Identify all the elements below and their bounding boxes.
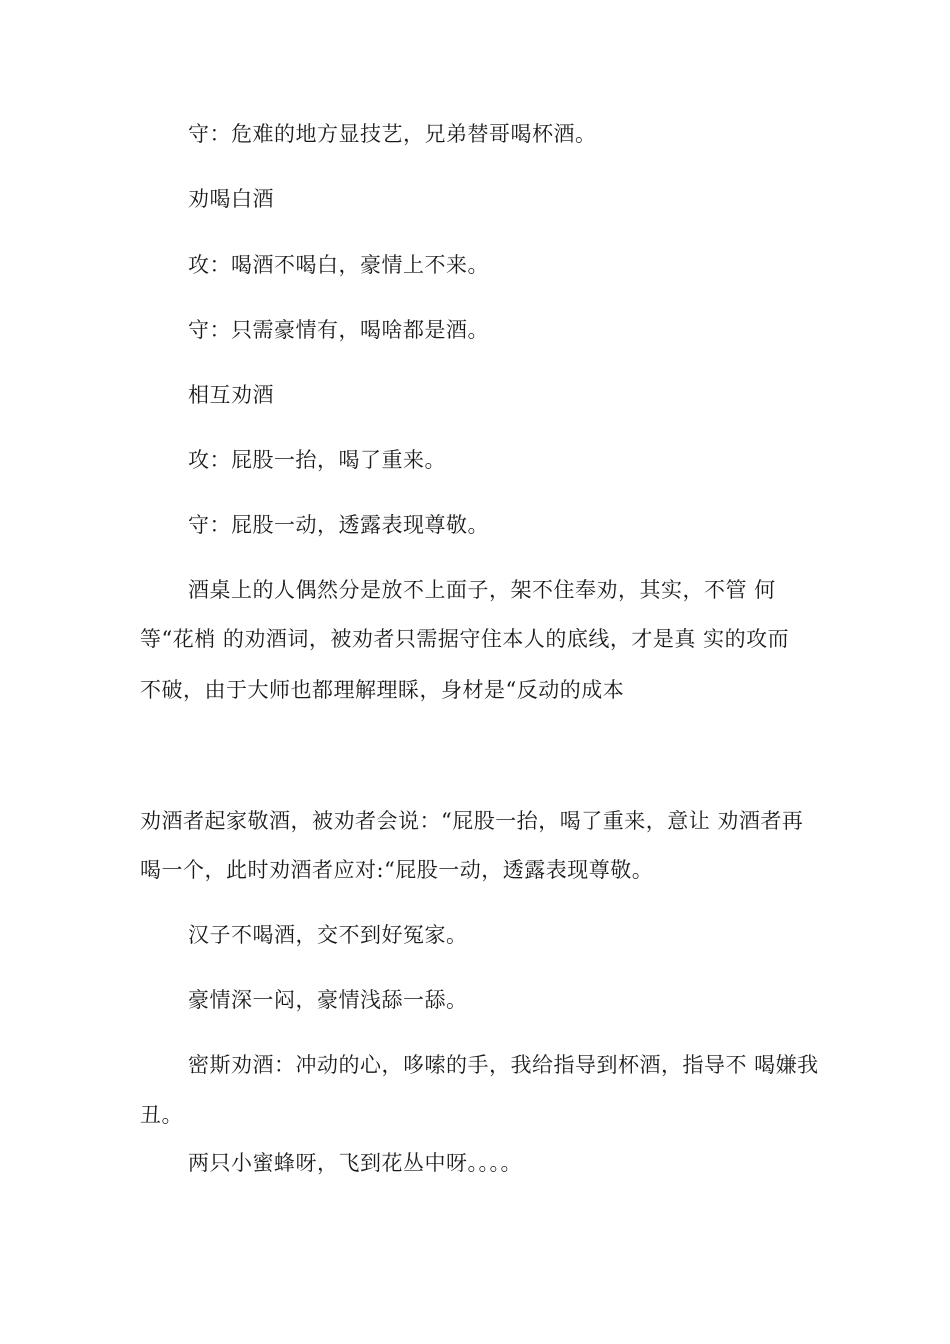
paragraph-line: 守：危难的地方显技艺，兄弟替哥喝杯酒。 [188, 122, 597, 146]
paragraph-line: 两只小蜜蜂呀，飞到花丛中呀。。。。 [188, 1151, 522, 1175]
paragraph-line: 攻：喝酒不喝白，豪情上不来。 [188, 253, 489, 277]
section-heading: 劝喝白酒 [188, 187, 274, 211]
section-heading: 相互劝酒 [188, 383, 274, 407]
paragraph-line: 等“花梢 的劝酒词，被劝者只需据守住本人的底线，才是真 实的攻而 [140, 627, 790, 651]
paragraph-line: 汉子不喝酒，交不到好冤家。 [188, 923, 468, 947]
paragraph-line: 豪情深一闷，豪情浅舔一舔。 [188, 988, 468, 1012]
paragraph-line: 酒桌上的人偶然分是放不上面子，架不住奉劝，其实，不管 何 [188, 578, 776, 602]
paragraph-line: 守：只需豪情有，喝啥都是酒。 [188, 318, 489, 342]
paragraph-line: 不破，由于大师也都理解理睬，身材是“反动的成本 [140, 678, 625, 702]
paragraph-line: 攻：屁股一抬，喝了重来。 [188, 448, 446, 472]
paragraph-line: 丑。 [140, 1103, 183, 1127]
paragraph-line: 喝一个，此时劝酒者应对:“屁股一动，透露表现尊敬。 [140, 858, 654, 882]
paragraph-line: 守：屁股一动，透露表现尊敬。 [188, 513, 489, 537]
paragraph-line: 密斯劝酒：冲动的心，哆嗦的手，我给指导到杯酒，指导不 喝嫌我 [188, 1053, 819, 1077]
paragraph-line: 劝酒者起家敬酒，被劝者会说：“屁股一抬，喝了重来，意让 劝酒者再 [140, 809, 804, 833]
